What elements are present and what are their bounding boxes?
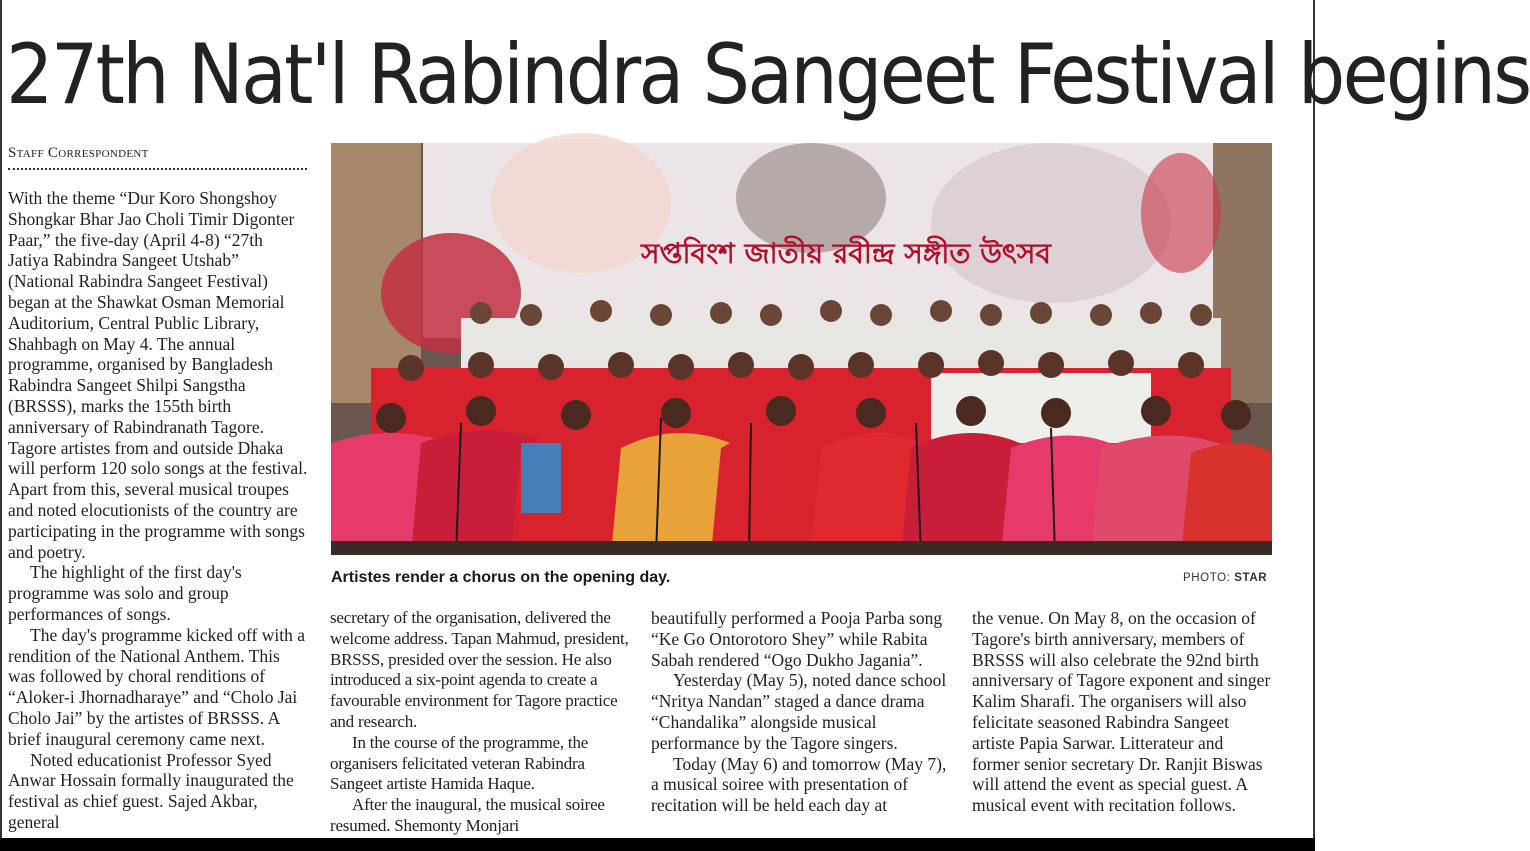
dotted-divider [8, 168, 307, 170]
left-column-rule [0, 0, 2, 838]
article-column-1 [8, 188, 308, 833]
byline: Staff Correspondent [8, 145, 149, 161]
paragraph: With the theme “Dur Koro Shongshoy Shongkar Bhar Jao Choli Timir Digonter Paar,” the five-day (April 4-8) “27th Jatiya Rabindra Sangeet Utshab” (National Rabindra Sangeet Festival) began at the Shawkat Osman Memorial Auditorium, Central Public Library, Shahbagh on May 4. The annual programme, organised by Bangladesh Rabindra Sangeet Shilpi Sangstha (BRSSS), marks the 155th birth anniversary of Rabindranath Tagore. Tagore artistes from and outside Dhaka will perform 120 solo songs at the festival. Apart from this, several musical troupes and noted elocutionists of the country are participating in the programme with songs and poetry. [8, 188, 308, 562]
paragraph: Yesterday (May 5), noted dance school “Nritya Nandan” staged a dance drama “Chandalika” alongside musical performance by the Tagore singers. [651, 670, 947, 753]
paragraph: secretary of the organisation, delivered the welcome address. Tapan Mahmud, president, BRSSS, presided over the session. He also introduced a six-point agenda to create a favourable environment for Tagore practice and research. [330, 608, 629, 731]
photo-credit-source: STAR [1234, 572, 1268, 584]
paragraph: After the inaugural, the musical soiree resumed. Shemonty Monjari [330, 795, 605, 835]
right-column-rule [1313, 0, 1315, 838]
headline: 27th Nat'l Rabindra Sangeet Festival begins [6, 26, 1530, 123]
paragraph: The day's programme kicked off with a rendition of the National Anthem. This was followed by choral renditions of “Aloker-i Jhornadharaye” and “Cholo Jai Cholo Jai” by the artistes of BRSSS. A brief inaugural ceremony came next. [8, 624, 305, 749]
article-column-3 [651, 608, 951, 816]
paragraph: Today (May 6) and tomorrow (May 7), a musical soiree with presentation of recitation will be held each day at [651, 753, 947, 816]
paragraph: In the course of the programme, the organisers felicitated veteran Rabindra Sangeet artiste Hamida Haque. [330, 732, 589, 794]
festival-photo [331, 143, 1272, 555]
photo-caption: Artistes render a chorus on the opening day. [331, 569, 671, 586]
article-column-4 [972, 608, 1272, 816]
page-bottom-bar [0, 838, 1315, 851]
photo-credit [1183, 572, 1267, 584]
photo-credit-label: PHOTO: [1183, 572, 1231, 584]
paragraph: Noted educationist Professor Syed Anwar Hossain formally inaugurated the festival as chief guest. Sajed Akbar, general [8, 749, 294, 832]
paragraph: the venue. On May 8, on the occasion of Tagore's birth anniversary, members of BRSSS will also celebrate the 92nd birth anniversary of Tagore exponent and singer Kalim Sharafi. The organisers will also felicitate seasoned Rabindra Sangeet artiste Papia Sarwar. Litterateur and former senior secretary Dr. Ranjit Biswas will attend the event as special guest. A musical event with recitation follows. [972, 608, 1271, 816]
banner-text: সপ্তবিংশ জাতীয় রবীন্দ্র সঙ্গীত উৎসব [641, 237, 1051, 270]
paragraph: The highlight of the first day's programme was solo and group performances of songs. [8, 562, 242, 624]
paragraph: beautifully performed a Pooja Parba song “Ke Go Ontorotoro Shey” while Rabita Sabah rendered “Ogo Dukho Jagania”. [651, 608, 943, 670]
article-column-2 [330, 608, 630, 837]
